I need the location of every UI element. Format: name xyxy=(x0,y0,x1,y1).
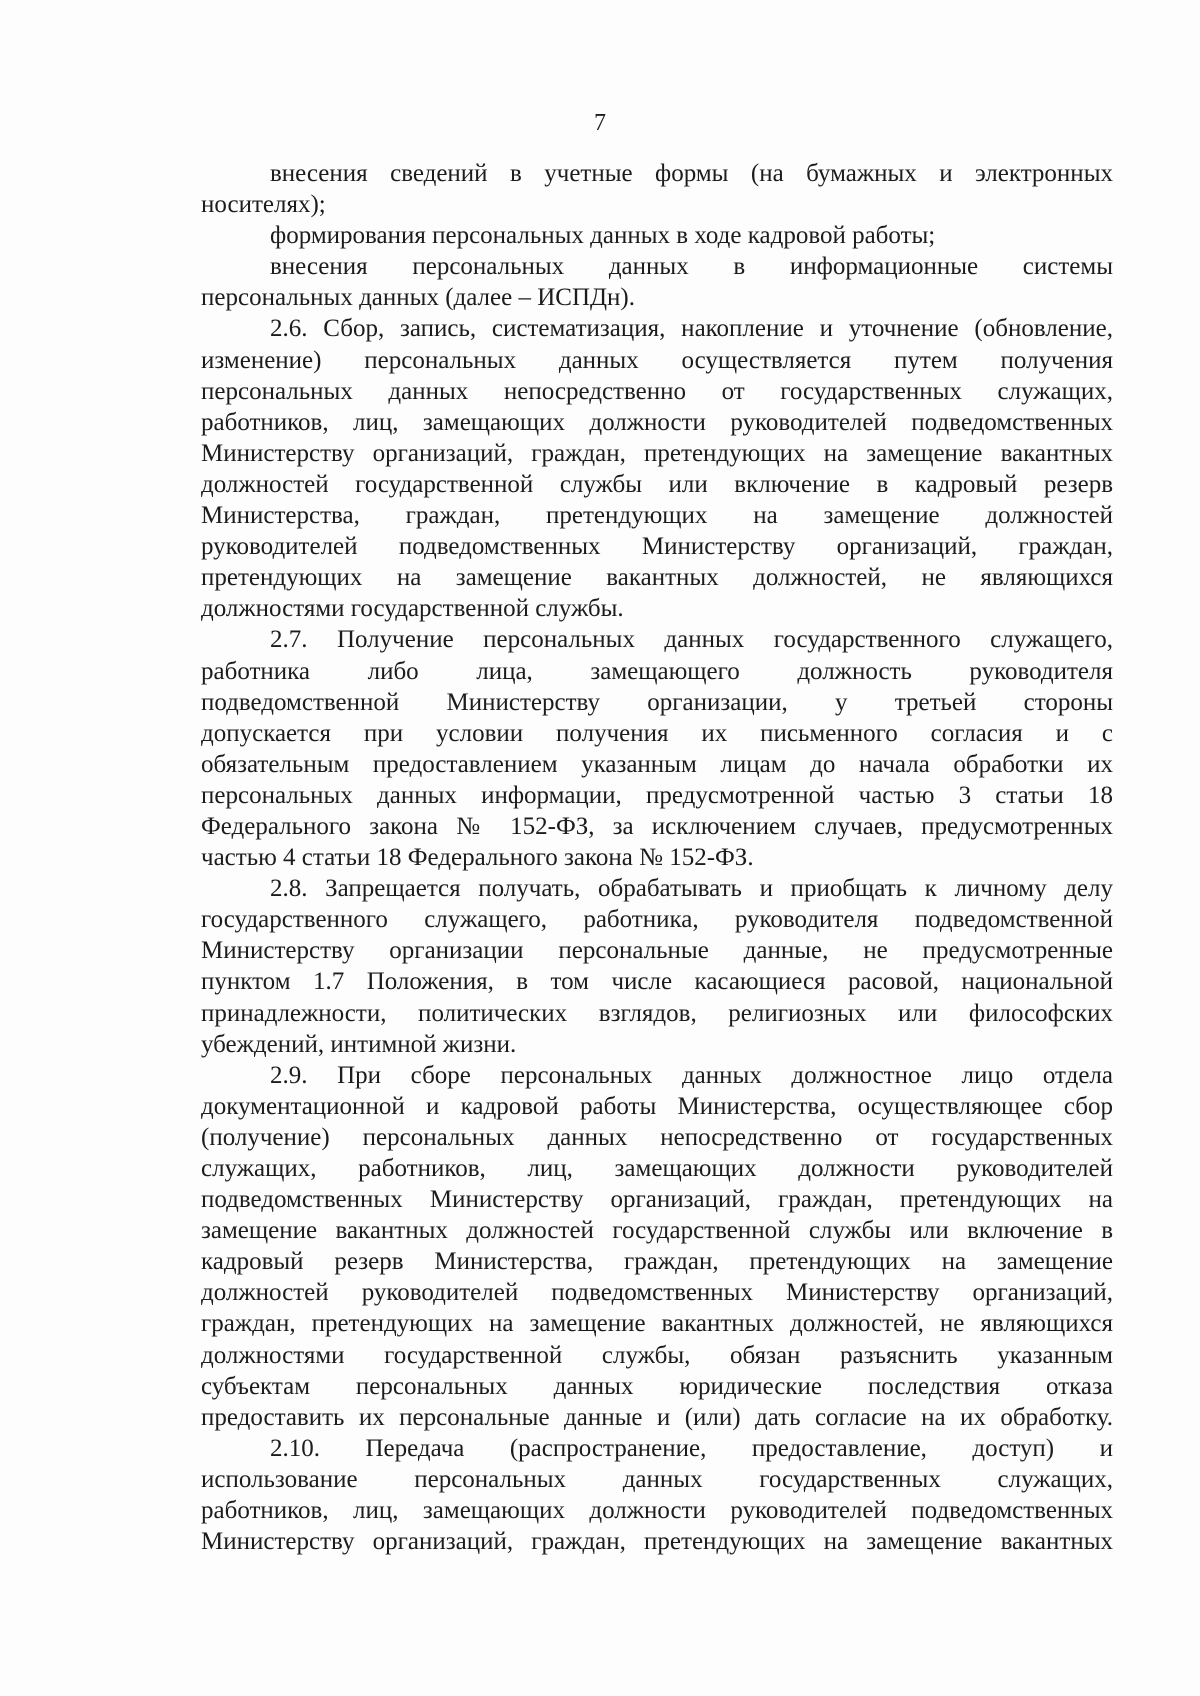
text-line: 2.7. Получение персональных данных государственного служащего, xyxy=(270,626,1113,654)
text-line: подведомственных Министерству организаций, граждан, претендующих на xyxy=(201,1186,1113,1214)
text-line: персональных данных непосредственно от государственных служащих, xyxy=(201,377,1113,405)
text-line: принадлежности, политических взглядов, религиозных или философских xyxy=(201,999,1113,1027)
document-body xyxy=(201,158,1113,1557)
text-line: носителях); xyxy=(201,191,326,219)
text-line: изменение) персональных данных осуществляется путем получения xyxy=(201,346,1113,374)
text-line: Федерального закона № 152-ФЗ, за исключением случаев, предусмотренных xyxy=(201,812,1113,840)
text-line: должностями государственной службы, обязан разъяснить указанным xyxy=(201,1341,1113,1369)
text-line: (получение) персональных данных непосредственно от государственных xyxy=(201,1123,1113,1151)
text-line: персональных данных (далее – ИСПДн). xyxy=(201,284,636,312)
text-line: замещение вакантных должностей государственной службы или включение в xyxy=(201,1217,1113,1245)
page-number: 7 xyxy=(594,110,606,136)
text-line: 2.8. Запрещается получать, обрабатывать и приобщать к личному делу xyxy=(270,875,1113,903)
text-line: внесения персональных данных в информационные системы xyxy=(270,253,1113,281)
text-line: обязательным предоставлением указанным лицам до начала обработки их xyxy=(201,750,1113,778)
text-line: частью 4 статьи 18 Федерального закона № 152-ФЗ. xyxy=(201,844,754,872)
text-line: документационной и кадровой работы Министерства, осуществляющее сбор xyxy=(201,1092,1113,1120)
text-line: Министерству организаций, граждан, претендующих на замещение вакантных xyxy=(201,1528,1113,1556)
text-line: допускается при условии получения их письменного согласия и с xyxy=(201,719,1113,747)
text-line: государственного служащего, работника, руководителя подведомственной xyxy=(201,906,1113,934)
text-line: Министерства, граждан, претендующих на замещение должностей xyxy=(201,502,1113,530)
text-line: служащих, работников, лиц, замещающих должности руководителей xyxy=(201,1155,1113,1182)
text-line: должностями государственной службы. xyxy=(201,595,624,623)
text-line: должностей государственной службы или включение в кадровый резерв xyxy=(201,470,1113,498)
text-line: Министерству организации персональные данные, не предусмотренные xyxy=(201,937,1113,965)
text-line: работников, лиц, замещающих должности руководителей подведомственных xyxy=(201,408,1113,436)
text-line: претендующих на замещение вакантных должностей, не являющихся xyxy=(201,564,1113,592)
text-line: 2.10. Передача (распространение, предоставление, доступ) и xyxy=(270,1434,1113,1462)
text-line: персональных данных информации, предусмотренной частью 3 статьи 18 xyxy=(201,781,1113,809)
text-line: пунктом 1.7 Положения, в том числе касающиеся расовой, национальной xyxy=(201,968,1113,996)
text-line: работника либо лица, замещающего должность руководителя xyxy=(201,657,1113,685)
text-line: Министерству организаций, граждан, претендующих на замещение вакантных xyxy=(201,439,1113,467)
text-line: субъектам персональных данных юридические последствия отказа xyxy=(201,1372,1113,1400)
text-line: 2.9. При сборе персональных данных должностное лицо отдела xyxy=(270,1061,1113,1089)
text-line: формирования персональных данных в ходе кадровой работы; xyxy=(270,222,936,250)
text-line: предоставить их персональные данные и (или) дать согласие на их обработку. xyxy=(201,1403,1113,1431)
text-line: использование персональных данных государственных служащих, xyxy=(201,1465,1113,1493)
text-line: 2.6. Сбор, запись, систематизация, накопление и уточнение (обновление, xyxy=(270,315,1113,343)
text-line: подведомственной Министерству организации, у третьей стороны xyxy=(201,688,1113,716)
text-line: руководителей подведомственных Министерству организаций, граждан, xyxy=(201,533,1113,561)
text-line: внесения сведений в учетные формы (на бумажных и электронных xyxy=(270,160,1113,187)
text-line: граждан, претендующих на замещение вакантных должностей, не являющихся xyxy=(201,1310,1113,1338)
text-line: кадровый резерв Министерства, граждан, претендующих на замещение xyxy=(201,1248,1113,1276)
text-line: должностей руководителей подведомственных Министерству организаций, xyxy=(201,1279,1113,1307)
text-line: работников, лиц, замещающих должности руководителей подведомственных xyxy=(201,1497,1113,1525)
text-line: убеждений, интимной жизни. xyxy=(201,1030,517,1058)
